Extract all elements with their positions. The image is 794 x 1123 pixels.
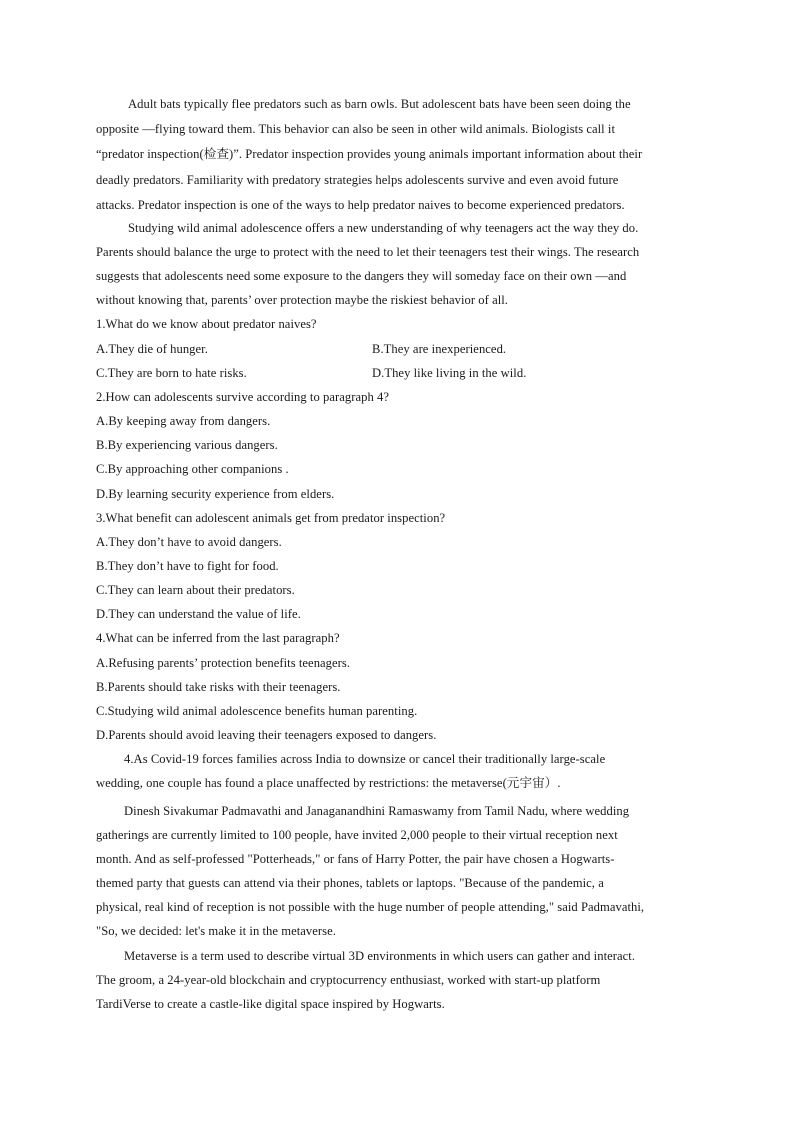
question-4-option-c: C.Studying wild animal adolescence benefits human parenting.: [96, 704, 418, 718]
passage2-para-c-line-2: The groom, a 24-year-old blockchain and cryptocurrency enthusiast, worked with start-up platform: [96, 973, 601, 987]
passage1-para-b-line-3: suggests that adolescents need some exposure to the dangers they will someday face on their own —and: [96, 269, 627, 283]
question-3-stem: 3.What benefit can adolescent animals get from predator inspection?: [96, 511, 446, 525]
question-4-option-d: D.Parents should avoid leaving their teenagers exposed to dangers.: [96, 728, 437, 742]
passage1-para-a-line-2: opposite —flying toward them. This behavior can also be seen in other wild animals. Biologists call it: [96, 122, 616, 136]
question-2-stem: 2.How can adolescents survive according to paragraph 4?: [96, 390, 389, 404]
question-2-option-b: B.By experiencing various dangers.: [96, 438, 278, 452]
passage1-para-a-line-1: Adult bats typically flee predators such as barn owls. But adolescent bats have been seen doing the: [128, 97, 631, 111]
question-3-option-d: D.They can understand the value of life.: [96, 607, 301, 621]
passage2-para-b-line-1: Dinesh Sivakumar Padmavathi and Janaganandhini Ramaswamy from Tamil Nadu, where wedding: [124, 804, 630, 818]
passage1-para-b-line-2: Parents should balance the urge to protect with the need to let their teenagers test their wings. The research: [96, 245, 640, 259]
passage2-para-b-line-5: physical, real kind of reception is not possible with the huge number of people attending," said Padmavathi,: [96, 900, 645, 914]
passage1-para-b-line-1: Studying wild animal adolescence offers a new understanding of why teenagers act the way they do.: [128, 221, 639, 235]
passage2-para-c-line-1: Metaverse is a term used to describe virtual 3D environments in which users can gather and interact.: [124, 949, 636, 963]
question-2-option-c: C.By approaching other companions .: [96, 462, 289, 476]
question-2-option-d: D.By learning security experience from elders.: [96, 487, 335, 501]
passage1-para-b-line-4: without knowing that, parents’ over protection maybe the riskiest behavior of all.: [96, 293, 509, 307]
question-3-option-a: A.They don’t have to avoid dangers.: [96, 535, 282, 549]
passage2-para-b-line-4: themed party that guests can attend via their phones, tablets or laptops. "Because of the pandemic, a: [96, 876, 604, 890]
question-4-option-b: B.Parents should take risks with their teenagers.: [96, 680, 341, 694]
passage2-para-b-line-6: "So, we decided: let's make it in the metaverse.: [96, 924, 336, 938]
question-1-option-a: A.They die of hunger.: [96, 342, 208, 356]
question-1-option-c: C.They are born to hate risks.: [96, 366, 247, 380]
question-1-option-d: D.They like living in the wild.: [372, 366, 527, 380]
question-4-option-a: A.Refusing parents’ protection benefits teenagers.: [96, 656, 351, 670]
passage1-para-a-line-3: “predator inspection(检查)”. Predator inspection provides young animals important information about their: [96, 147, 643, 161]
passage1-para-a-line-4: deadly predators. Familiarity with predatory strategies helps adolescents survive and even avoid future: [96, 173, 619, 187]
question-2-option-a: A.By keeping away from dangers.: [96, 414, 271, 428]
passage2-para-a-line-1: 4.As Covid-19 forces families across India to downsize or cancel their traditionally large-scale: [124, 752, 606, 766]
passage2-para-c-line-3: TardiVerse to create a castle-like digital space inspired by Hogwarts.: [96, 997, 445, 1011]
passage2-para-b-line-3: month. And as self-professed "Potterheads," or fans of Harry Potter, the pair have chosen a Hogwarts-: [96, 852, 615, 866]
question-3-option-b: B.They don’t have to fight for food.: [96, 559, 279, 573]
passage2-para-b-line-2: gatherings are currently limited to 100 people, have invited 2,000 people to their virtual reception next: [96, 828, 618, 842]
question-3-option-c: C.They can learn about their predators.: [96, 583, 295, 597]
question-4-stem: 4.What can be inferred from the last paragraph?: [96, 631, 340, 645]
question-1-option-b: B.They are inexperienced.: [372, 342, 507, 356]
question-1-stem: 1.What do we know about predator naives?: [96, 317, 317, 331]
passage1-para-a-line-5: attacks. Predator inspection is one of the ways to help predator naives to become experienced predators.: [96, 198, 625, 212]
passage2-para-a-line-2: wedding, one couple has found a place unaffected by restrictions: the metaverse(元宇宙）.: [96, 776, 561, 790]
